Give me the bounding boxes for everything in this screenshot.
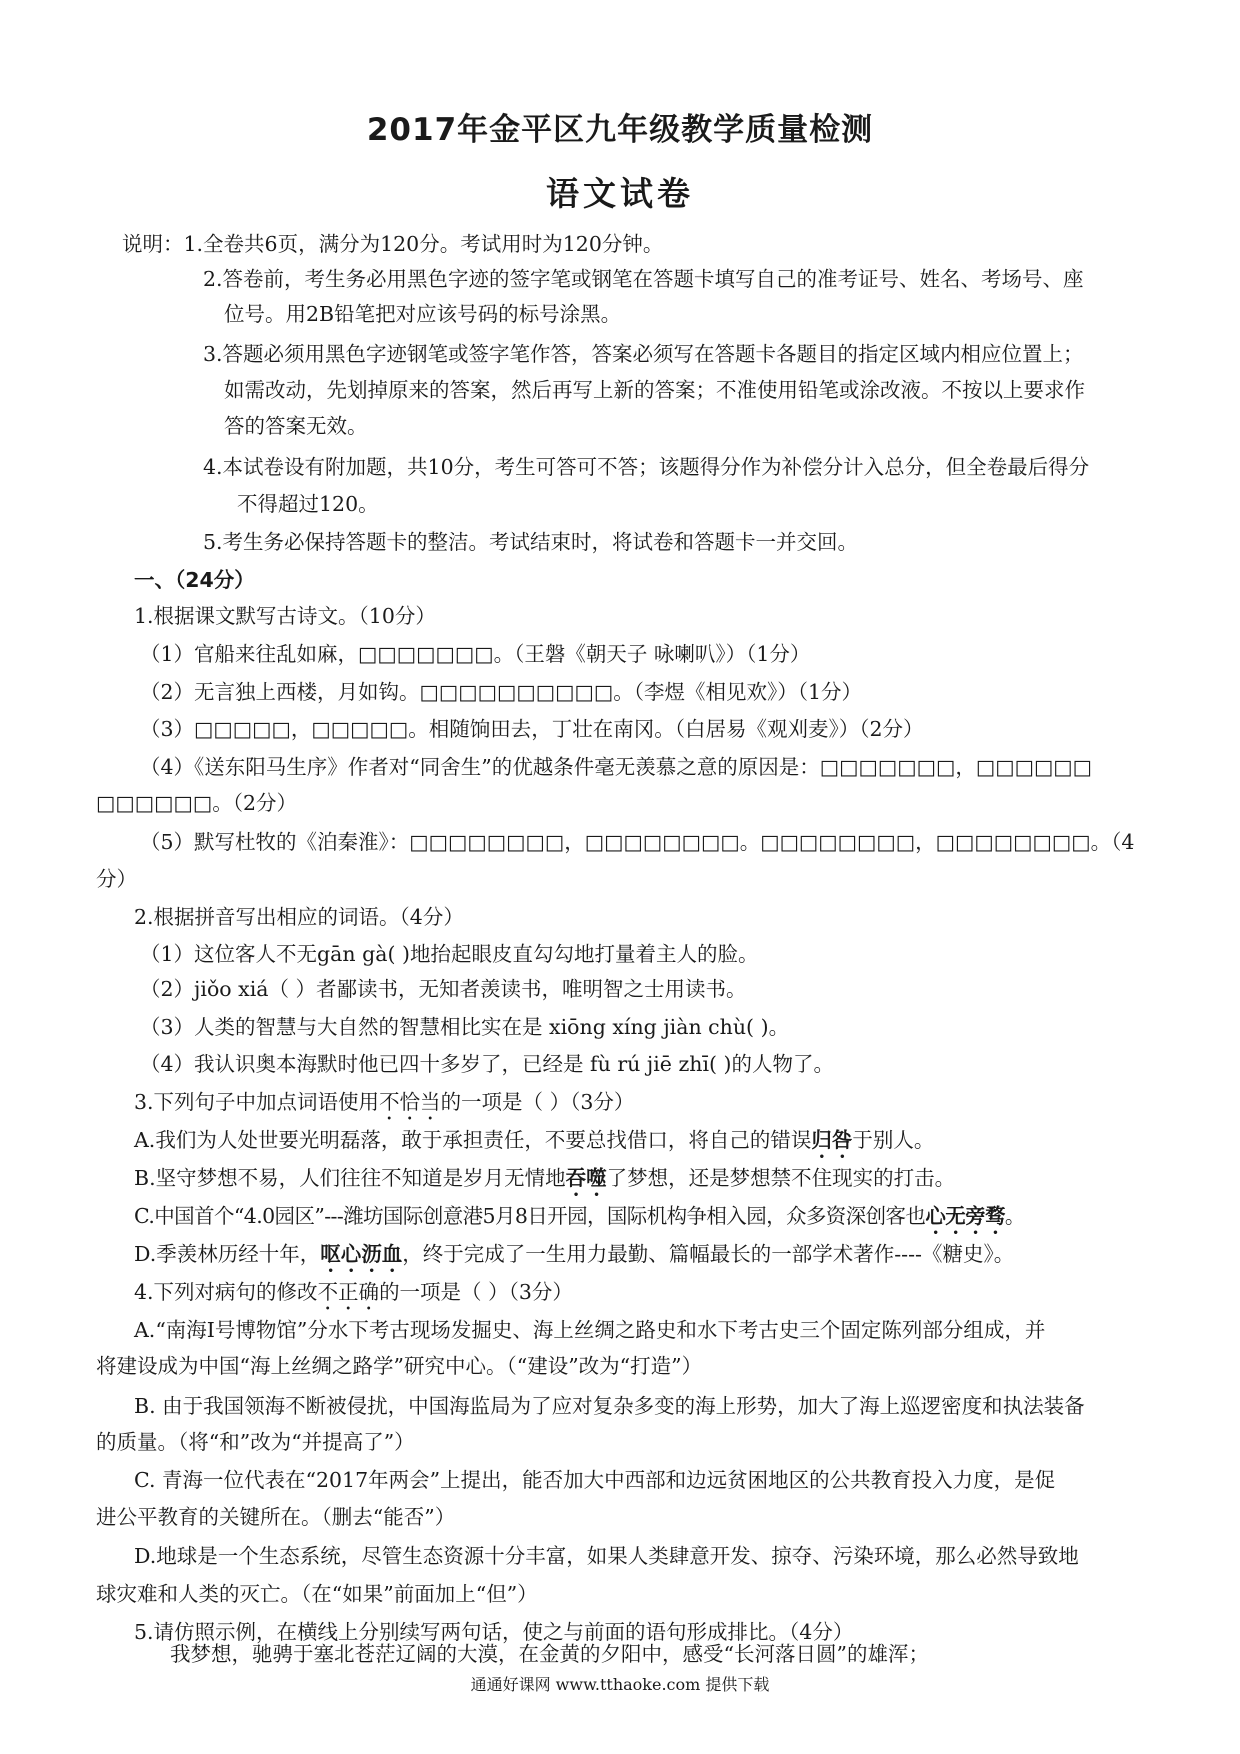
question-item: （2）jiǒo xiá（ ）者鄙读书，无知者羡读书，唯明智之士用读书。 xyxy=(140,977,747,1001)
emphasis-text: 不恰当 xyxy=(379,1090,441,1114)
instruction-line: 4.本试卷设有附加题，共10分，考生可答可不答；该题得分作为补偿分计入总分，但全卷最后得分 xyxy=(203,455,1090,479)
section-heading: 一、（24分） xyxy=(134,568,255,592)
option-text: C.中国首个“4.0园区”---潍坊国际创意港5月8日开园，国际机构争相入园，众多资深创客也 xyxy=(134,1204,926,1228)
emphasis-text: 不正确 xyxy=(317,1280,380,1304)
option-line: C. 青海一位代表在“2017年两会”上提出，能否加大中西部和边远贫困地区的公共教育投入力度，是促 xyxy=(134,1468,1056,1492)
option-line: 进公平教育的关键所在。（删去“能否”） xyxy=(96,1505,456,1529)
stem-text: 的一项是（ ）（3分） xyxy=(379,1280,573,1304)
instruction-line: 5.考生务必保持答题卡的整洁。考试结束时，将试卷和答题卡一并交回。 xyxy=(203,530,859,554)
question-item: （4）《送东阳马生序》作者对“同舍生”的优越条件毫无羡慕之意的原因是：□□□□□□□，□□□□□□ xyxy=(140,755,1093,779)
option-text: B.坚守梦想不易，人们往往不知道是岁月无情地 xyxy=(134,1166,566,1190)
option-line: 的质量。（将“和”改为“并提高了”） xyxy=(96,1430,415,1454)
option-text: A.我们为人处世要光明磊落，敢于承担责任，不要总找借口，将自己的错误 xyxy=(134,1128,812,1152)
dotted-term: 呕心沥血 xyxy=(320,1242,403,1266)
question-item: （3）人类的智慧与大自然的智慧相比实在是 xiōng xíng jiàn chù( )。 xyxy=(140,1015,790,1039)
instruction-line: 答的答案无效。 xyxy=(224,414,368,438)
option-line: 将建设成为中国“海上丝绸之路学”研究中心。（“建设”改为“打造”） xyxy=(96,1354,703,1378)
option-text: ，终于完成了一生用力最勤、篇幅最长的一部学术著作----《糖史》。 xyxy=(402,1242,1015,1266)
option-b xyxy=(134,1164,955,1201)
option-c xyxy=(134,1202,1025,1239)
question-stem: 2.根据拼音写出相应的词语。（4分） xyxy=(134,905,464,929)
stem-text: 的一项是（ ）（3分） xyxy=(440,1090,635,1114)
example-sentence: 我梦想，驰骋于塞北苍茫辽阔的大漠，在金黄的夕阳中，感受“长河落日圆”的雄浑； xyxy=(170,1642,929,1666)
option-line: B. 由于我国领海不断被侵扰，中国海监局为了应对复杂多变的海上形势，加大了海上巡逻密度和执法装备 xyxy=(134,1394,1085,1418)
option-d xyxy=(134,1240,1014,1277)
exam-subtitle: 语文试卷 xyxy=(546,174,694,213)
dotted-term: 心无旁骛 xyxy=(925,1204,1005,1228)
option-text: D.季羡林历经十年， xyxy=(134,1242,321,1266)
question-item: （5）默写杜牧的《泊秦淮》：□□□□□□□□，□□□□□□□□。□□□□□□□□，□□□□□□□□。（4 xyxy=(140,830,1135,854)
instruction-line: 如需改动，先划掉原来的答案，然后再写上新的答案；不准使用铅笔或涂改液。不按以上要求作 xyxy=(224,378,1085,402)
question-stem xyxy=(134,1278,573,1315)
instruction-line: 不得超过120。 xyxy=(237,492,379,516)
instruction-line: 说明：1.全卷共6页，满分为120分。考试用时为120分钟。 xyxy=(122,232,664,256)
option-text: 于别人。 xyxy=(852,1128,935,1152)
question-item: □□□□□□。（2分） xyxy=(96,791,298,815)
dotted-term: 吞噬 xyxy=(565,1166,607,1190)
question-item: （1）这位客人不无gān gà( )地抬起眼皮直勾勾地打量着主人的脸。 xyxy=(140,942,759,966)
instruction-line: 位号。用2B铅笔把对应该号码的标号涂黑。 xyxy=(224,302,622,326)
instruction-line: 2.答卷前，考生务必用黑色字迹的签字笔或钢笔在答题卡填写自己的准考证号、姓名、考场号、座 xyxy=(203,267,1084,291)
question-item: （1）官船来往乱如麻，□□□□□□□。（王磐《朝天子 咏喇叭》）（1分） xyxy=(140,642,811,666)
option-text: 。 xyxy=(1004,1204,1025,1228)
option-line: D.地球是一个生态系统，尽管生态资源十分丰富，如果人类肆意开发、掠夺、污染环境，那么必然导致地 xyxy=(134,1544,1079,1568)
instruction-line: 3.答题必须用黑色字迹钢笔或签字笔作答，答案必须写在答题卡各题目的指定区域内相应位置上； xyxy=(203,342,1084,366)
question-item: （2）无言独上西楼，月如钩。□□□□□□□□□□。（李煜《相见欢》）（1分） xyxy=(140,680,863,704)
question-item: （3）□□□□□，□□□□□。相随饷田去，丁壮在南冈。（白居易《观刈麦》）（2分） xyxy=(140,717,924,741)
question-item: 分） xyxy=(96,867,137,891)
option-line: 球灾难和人类的灭亡。（在“如果”前面加上“但”） xyxy=(96,1582,538,1606)
option-line: A.“南海Ⅰ号博物馆”分水下考古现场发掘史、海上丝绸之路史和水下考古史三个固定陈列部分组成，并 xyxy=(134,1318,1046,1342)
option-a xyxy=(134,1126,934,1163)
question-item: （4）我认识奥本海默时他已四十多岁了，已经是 fù rú jiē zhī( )的人物了。 xyxy=(140,1052,835,1076)
stem-text: 4.下列对病句的修改 xyxy=(134,1280,318,1304)
question-stem: 5.请仿照示例，在横线上分别续写两句话，使之与前面的语句形成排比。（4分） xyxy=(134,1620,854,1644)
page-footer: 通通好课网 www.tthaoke.com 提供下载 xyxy=(470,1675,770,1694)
question-stem xyxy=(134,1088,634,1125)
stem-text: 3.下列句子中加点词语使用 xyxy=(134,1090,380,1114)
dotted-term: 归咎 xyxy=(811,1128,853,1152)
exam-title: 2017年金平区九年级教学质量检测 xyxy=(366,112,874,148)
question-stem: 1.根据课文默写古诗文。（10分） xyxy=(134,604,436,628)
option-text: 了梦想，还是梦想禁不住现实的打击。 xyxy=(606,1166,956,1190)
